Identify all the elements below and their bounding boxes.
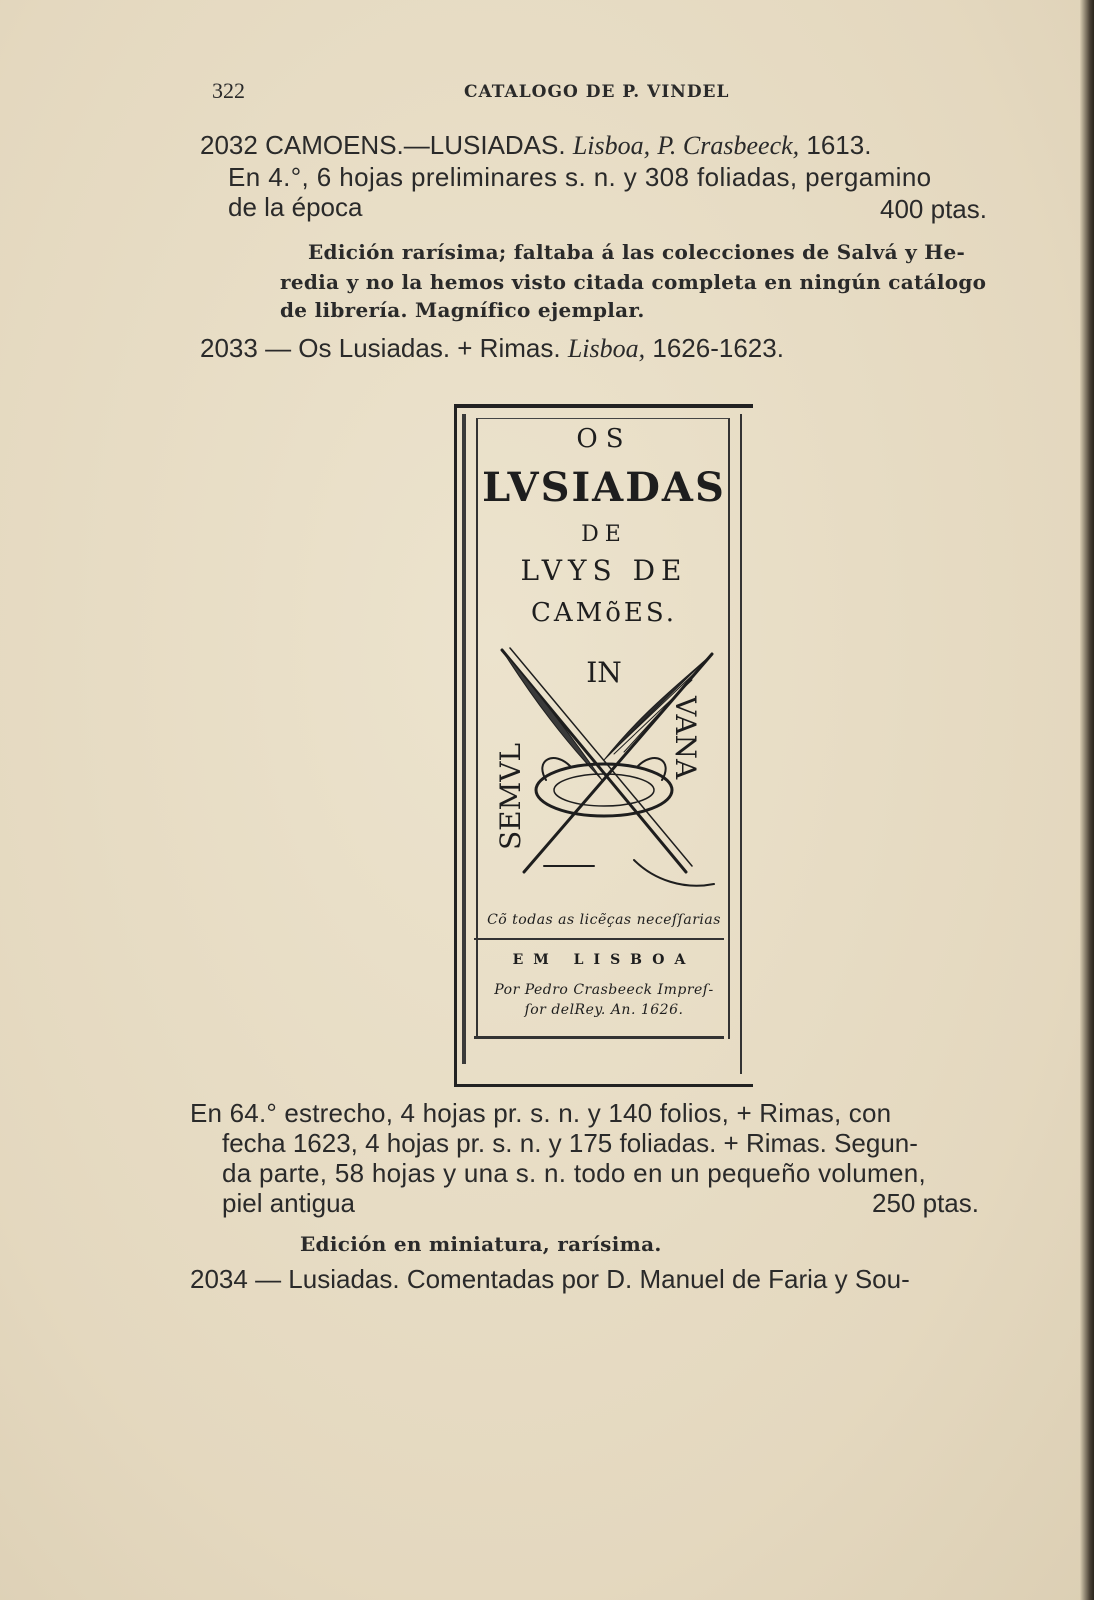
- entry-2033-desc-line: da parte, 58 hojas y una s. n. todo en un pequeño volumen,: [222, 1158, 927, 1188]
- facsimile-rule: [474, 938, 724, 940]
- facsimile-de: DE: [581, 522, 627, 547]
- page-edge-shadow: [1080, 0, 1094, 1600]
- motto-vana: VANA: [669, 696, 702, 780]
- facsimile-printer-line: Por Pedro Crasbeeck Impreſ-: [494, 982, 714, 998]
- motto-semvl: SEMVL: [494, 742, 527, 850]
- facsimile-right-border: [740, 414, 742, 1074]
- facsimile-left-border: [462, 414, 466, 1064]
- facsimile-licencas: Cõ todas as licẽças neceſſarias: [487, 912, 721, 928]
- facsimile-em-lisboa: EM LISBOA: [512, 952, 696, 968]
- entry-2032-desc-line: En 4.°, 6 hojas preliminares s. n. y 308 foliadas, pergamino: [228, 162, 932, 192]
- entry-2034-title: 2034 — Lusiadas. Comentadas por D. Manuel de Faria y Sou-: [190, 1264, 910, 1294]
- facsimile-camoes: CAMõES.: [530, 598, 678, 628]
- entry-2032-desc-line: de la época: [228, 192, 363, 222]
- page-header: [212, 78, 752, 108]
- facsimile-os: OS: [576, 424, 632, 454]
- entry-number: 2032: [200, 130, 258, 160]
- entry-number: 2034: [190, 1264, 248, 1294]
- entry-2033-price: 250 ptas.: [872, 1188, 979, 1218]
- facsimile-luys-de: LVYS DE: [520, 554, 688, 587]
- entry-2032-price: 400 ptas.: [880, 194, 987, 224]
- crossed-quills-emblem: [474, 640, 734, 910]
- entry-2033-desc-line: fecha 1623, 4 hojas pr. s. n. y 175 foliadas. + Rimas. Segun-: [222, 1128, 918, 1158]
- page-number: 322: [212, 78, 245, 103]
- entry-2032-note-line: de librería. Magnífico ejemplar.: [280, 298, 645, 322]
- facsimile-bottom-rule: [474, 1036, 724, 1039]
- entry-2032-note-line: Edición rarísima; faltaba á las colecciones de Salvá y He-: [308, 240, 966, 264]
- entry-2033-desc-line: En 64.° estrecho, 4 hojas pr. s. n. y 140 folios, + Rimas, con: [190, 1098, 892, 1128]
- facsimile-printer-line: ſor delRey. An. 1626.: [524, 1002, 684, 1018]
- entry-number: 2033: [200, 333, 258, 363]
- title-page-facsimile: [454, 404, 754, 1084]
- entry-2032-title: 2032 CAMOENS.—LUSIADAS. Lisboa, P. Crasbeeck, 1613.: [200, 130, 872, 160]
- entry-2033-title: 2033 — Os Lusiadas. + Rimas. Lisboa, 1626-1623.: [200, 333, 784, 363]
- running-head: CATALOGO DE P. VINDEL: [464, 82, 730, 102]
- motto-in: IN: [586, 656, 622, 689]
- entry-2033-desc-line: piel antigua: [222, 1188, 355, 1218]
- entry-2032-note-line: redia y no la hemos visto citada completa en ningún catálogo: [280, 270, 987, 294]
- facsimile-lusiadas: LVSIADAS: [482, 464, 726, 511]
- entry-2033-note: Edición en miniatura, rarísima.: [300, 1232, 662, 1256]
